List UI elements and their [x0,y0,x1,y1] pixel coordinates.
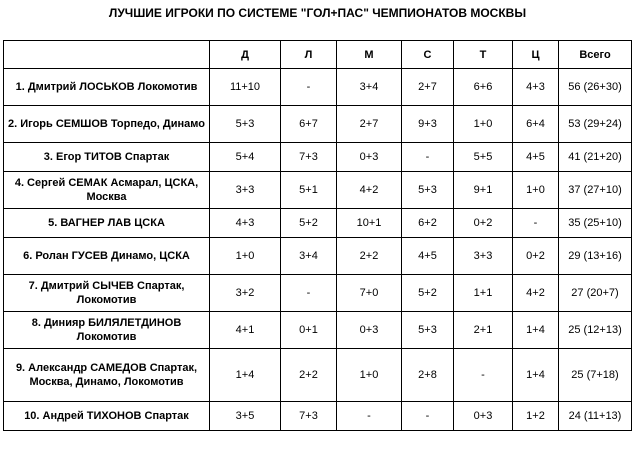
player-cell: 2. Игорь СЕМШОВ Торпедо, Динамо [4,106,210,143]
cell-d: 3+5 [210,402,281,431]
cell-total: 56 (26+30) [559,69,632,106]
cell-m: 10+1 [337,209,402,238]
cell-t: - [454,349,513,402]
cell-t: 6+6 [454,69,513,106]
player-cell: 8. Динияр БИЛЯЛЕТДИНОВ Локомотив [4,312,210,349]
cell-total: 25 (12+13) [559,312,632,349]
table-row [4,275,632,312]
cell-d: 11+10 [210,69,281,106]
player-cell: 9. Александр САМЕДОВ Спартак, Москва, Динамо, Локомотив [4,349,210,402]
cell-m: 4+2 [337,172,402,209]
cell-total: 37 (27+10) [559,172,632,209]
cell-t: 0+3 [454,402,513,431]
cell-c: 1+0 [513,172,559,209]
cell-l: 0+1 [281,312,337,349]
cell-c: 0+2 [513,238,559,275]
cell-c: 4+5 [513,143,559,172]
cell-s: 5+2 [402,275,454,312]
cell-d: 1+0 [210,238,281,275]
table-row [4,209,632,238]
cell-s: - [402,143,454,172]
cell-m: 2+2 [337,238,402,275]
cell-l: 2+2 [281,349,337,402]
cell-s: - [402,402,454,431]
cell-c: 1+4 [513,349,559,402]
cell-t: 5+5 [454,143,513,172]
cell-c: 4+3 [513,69,559,106]
cell-d: 1+4 [210,349,281,402]
header-s: С [402,41,454,69]
player-cell: 10. Андрей ТИХОНОВ Спартак [4,402,210,431]
table-row [4,106,632,143]
header-d: Д [210,41,281,69]
page-title: ЛУЧШИЕ ИГРОКИ ПО СИСТЕМЕ "ГОЛ+ПАС" ЧЕМПИОНАТОВ МОСКВЫ [108,6,527,20]
players-table [3,40,632,431]
cell-l: 7+3 [281,143,337,172]
player-cell: 3. Егор ТИТОВ Спартак [4,143,210,172]
cell-d: 4+3 [210,209,281,238]
player-cell: 1. Дмитрий ЛОСЬКОВ Локомотив [4,69,210,106]
cell-d: 5+4 [210,143,281,172]
cell-l: - [281,69,337,106]
cell-t: 1+0 [454,106,513,143]
cell-d: 4+1 [210,312,281,349]
cell-t: 2+1 [454,312,513,349]
cell-s: 6+2 [402,209,454,238]
cell-t: 0+2 [454,209,513,238]
cell-l: 3+4 [281,238,337,275]
cell-d: 3+2 [210,275,281,312]
cell-l: 5+1 [281,172,337,209]
table-row [4,402,632,431]
cell-m: - [337,402,402,431]
cell-t: 1+1 [454,275,513,312]
cell-d: 5+3 [210,106,281,143]
cell-l: 7+3 [281,402,337,431]
cell-c: 1+4 [513,312,559,349]
table-row [4,69,632,106]
header-l: Л [281,41,337,69]
cell-s: 4+5 [402,238,454,275]
player-cell: 5. ВАГНЕР ЛАВ ЦСКА [4,209,210,238]
cell-total: 41 (21+20) [559,143,632,172]
cell-total: 53 (29+24) [559,106,632,143]
cell-c: - [513,209,559,238]
cell-m: 2+7 [337,106,402,143]
table-row [4,349,632,402]
cell-s: 2+8 [402,349,454,402]
table-row [4,312,632,349]
cell-total: 29 (13+16) [559,238,632,275]
header-c: Ц [513,41,559,69]
header-player [4,41,210,69]
cell-m: 0+3 [337,312,402,349]
cell-t: 3+3 [454,238,513,275]
player-cell: 6. Ролан ГУСЕВ Динамо, ЦСКА [4,238,210,275]
cell-s: 5+3 [402,312,454,349]
cell-c: 6+4 [513,106,559,143]
cell-m: 3+4 [337,69,402,106]
cell-total: 24 (11+13) [559,402,632,431]
cell-total: 27 (20+7) [559,275,632,312]
cell-s: 5+3 [402,172,454,209]
table-row [4,172,632,209]
cell-s: 9+3 [402,106,454,143]
header-row [4,41,632,69]
player-cell: 4. Сергей СЕМАК Асмарал, ЦСКА, Москва [4,172,210,209]
table-row [4,143,632,172]
cell-l: 6+7 [281,106,337,143]
cell-m: 7+0 [337,275,402,312]
cell-c: 4+2 [513,275,559,312]
player-cell: 7. Дмитрий СЫЧЕВ Спартак, Локомотив [4,275,210,312]
cell-l: 5+2 [281,209,337,238]
table-row [4,238,632,275]
cell-c: 1+2 [513,402,559,431]
header-total: Всего [559,41,632,69]
cell-l: - [281,275,337,312]
cell-t: 9+1 [454,172,513,209]
cell-d: 3+3 [210,172,281,209]
cell-m: 0+3 [337,143,402,172]
cell-m: 1+0 [337,349,402,402]
header-m: М [337,41,402,69]
cell-s: 2+7 [402,69,454,106]
cell-total: 25 (7+18) [559,349,632,402]
header-t: Т [454,41,513,69]
cell-total: 35 (25+10) [559,209,632,238]
